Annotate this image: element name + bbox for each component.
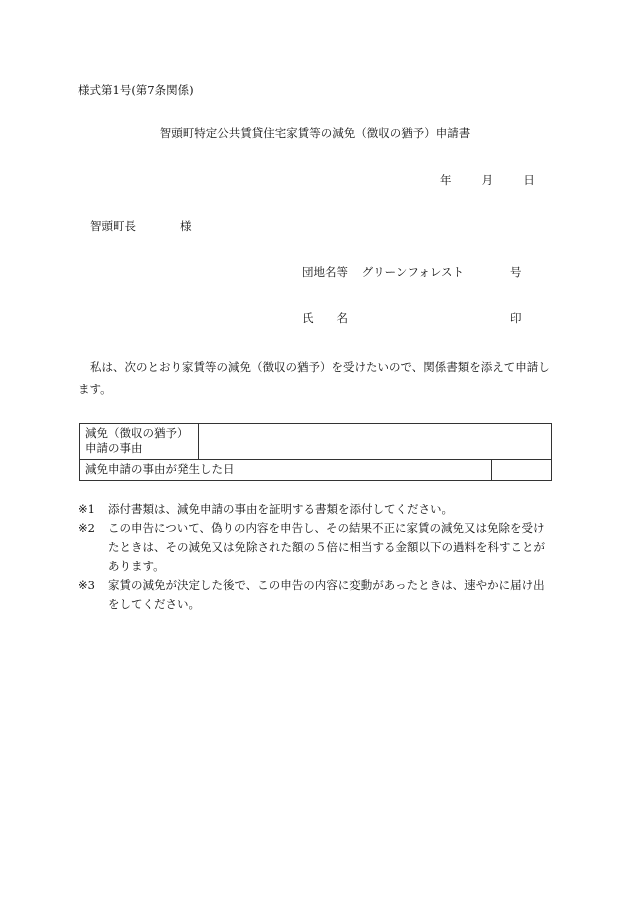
date-year: 年 [440, 173, 452, 187]
date-month: 月 [481, 173, 494, 187]
note-text: 家賃の減免が決定した後で、この申告の内容に変動があったときは、速やかに届け出をしてください。 [108, 578, 545, 611]
name-label: 氏 名 [302, 311, 348, 325]
note-mark: ※3 [78, 578, 95, 592]
note-item [78, 519, 554, 576]
date-line [440, 172, 535, 188]
date-day: 日 [523, 173, 535, 187]
reason-value-cell[interactable] [199, 424, 552, 460]
document-title: 智頭町特定公共賃貸住宅家賃等の減免（徴収の猶予）申請書 [159, 126, 471, 140]
seal-mark: 印 [510, 311, 522, 325]
note-mark: ※2 [78, 521, 95, 535]
complex-row [302, 264, 522, 280]
note-mark: ※1 [78, 502, 95, 516]
addressee [90, 218, 192, 234]
addressee-name: 智頭町長 [90, 219, 136, 233]
reason-table [79, 423, 552, 481]
form-number: 様式第1号(第7条関係) [78, 83, 194, 97]
table-row [80, 460, 552, 481]
occurrence-date-value[interactable] [492, 460, 552, 481]
occurrence-date-label: 減免申請の事由が発生した日 [80, 460, 492, 481]
complex-label: 団地名等 [302, 265, 348, 279]
reason-label-cell [80, 424, 199, 460]
note-item [78, 500, 554, 519]
body-text: 私は、次のとおり家賃等の減免（徴収の猶予）を受けたいので、関係書類を添えて申請します。 [78, 360, 550, 396]
name-row [302, 310, 522, 326]
addressee-honorific: 様 [180, 219, 192, 233]
table-row [80, 424, 552, 460]
note-text: 添付書類は、減免申請の事由を証明する書類を添付してください。 [108, 502, 453, 516]
notes [78, 500, 554, 614]
note-text: この申告について、偽りの内容を申告し、その結果不正に家賃の減免又は免除を受けたときは、その減免又は免除された額の５倍に相当する金額以下の過料を科すことがあります。 [108, 521, 545, 573]
note-item [78, 576, 554, 614]
reason-label-line2: 申請の事由 [85, 441, 143, 455]
number-suffix: 号 [510, 265, 522, 279]
complex-value: グリーンフォレスト [361, 265, 465, 279]
reason-label-line1: 減免（徴収の猶予） [85, 426, 189, 440]
